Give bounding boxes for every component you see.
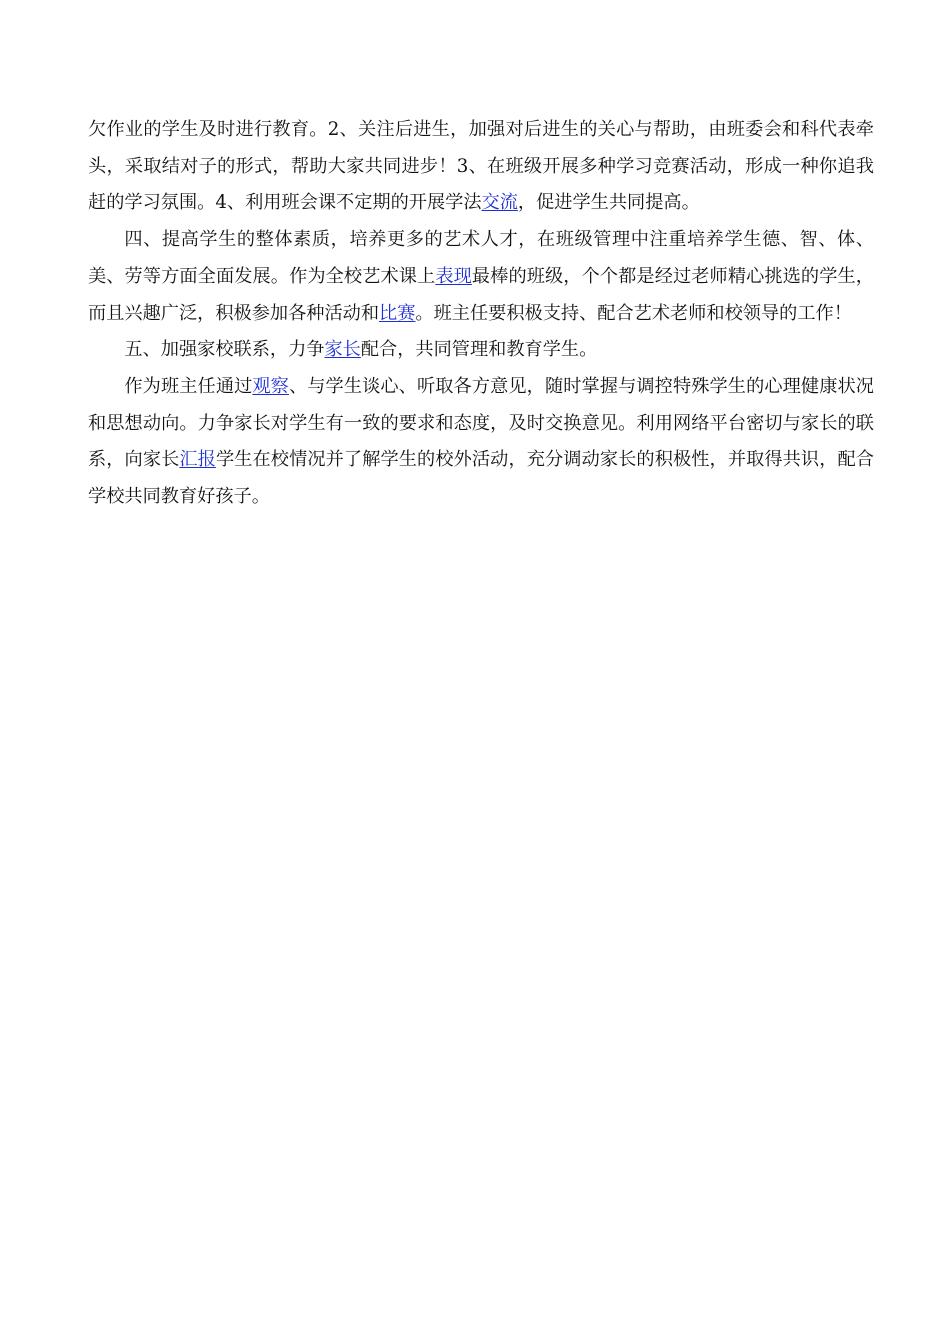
paragraph-text: 欠作业的学生及时进行教育。2、关注后进生，加强对后进生的关心与帮助，由班委会和科代表牵头，采取结对子的形式，帮助大家共同进步！3、在班级开展多种学习竞赛活动，形成一种你追我赶的学习氛围。4、利用班会课不定期的开展学法	[88, 119, 874, 214]
link-huibao[interactable]: 汇报	[179, 449, 216, 471]
link-jiaoliu[interactable]: 交流	[481, 192, 518, 214]
paragraph-text: 配合，共同管理和教育学生。	[360, 339, 598, 361]
paragraph-text: 作为班主任通过	[124, 375, 253, 397]
document-page	[88, 112, 874, 516]
paragraph-text: 。班主任要积极支持、配合艺术老师和校领导的工作！	[415, 302, 852, 324]
link-biaoxian[interactable]: 表现	[435, 265, 472, 287]
paragraph-study-help	[88, 112, 874, 222]
paragraph-text: ，促进学生共同提高。	[517, 192, 700, 214]
paragraph-section-four	[88, 222, 874, 332]
paragraph-text: 学生在校情况并了解学生的校外活动，充分调动家长的积极性，并取得共识，配合学校共同教育好孩子。	[88, 449, 874, 508]
paragraph-text: 五、加强家校联系，力争	[124, 339, 325, 361]
link-jiazhang[interactable]: 家长	[324, 339, 361, 361]
paragraph-section-five	[88, 332, 874, 369]
paragraph-text: 、与学生谈心、听取各方意见，随时掌握与调控特殊学生的心理健康状况和思想动向。力争家长对学生有一致的要求和态度，及时交换意见。利用网络平台密切与家长的联系，向家长	[88, 375, 874, 471]
link-bisai[interactable]: 比赛	[379, 302, 416, 324]
link-guancha[interactable]: 观察	[252, 375, 289, 397]
paragraph-text: 四、提高学生的整体素质，培养更多的艺术人才，在班级管理中注重培养学生德、智、体、美、劳等方面全面发展。作为全校艺术课上	[88, 229, 874, 287]
paragraph-text: 最棒的班级，个个都是经过老师精心挑选的学生，而且兴趣广泛，积极参加各种活动和	[88, 265, 874, 324]
paragraph-teacher-role	[88, 369, 874, 516]
